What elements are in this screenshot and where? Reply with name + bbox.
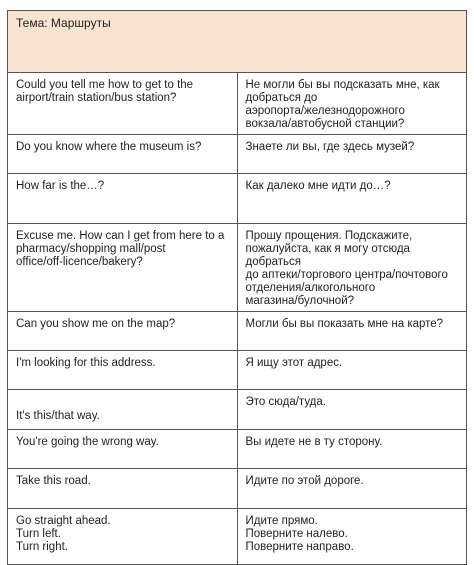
russian-line: магазина/булочной?: [245, 295, 355, 307]
english-phrase: [8, 224, 238, 312]
table-row: [8, 509, 467, 565]
russian-line: Прошу прощения. Подскажите,: [245, 230, 413, 242]
english-phrase: [8, 430, 238, 469]
russian-line: Знаете ли вы, где здесь музей?: [245, 141, 415, 153]
english-phrase: [8, 509, 238, 565]
russian-line: пожалуйста, как я могу отсюда добраться: [245, 243, 410, 268]
table-row: [8, 430, 467, 469]
english-phrase: [8, 312, 238, 351]
english-phrase: [8, 73, 238, 135]
english-phrase: [8, 135, 238, 174]
russian-line: вокзала/автобусной станции?: [245, 118, 405, 130]
english-line: Take this road.: [16, 475, 91, 487]
phrase-table: [7, 10, 467, 565]
russian-phrase: [237, 390, 467, 430]
russian-line: Поверните направо.: [245, 541, 354, 553]
english-line: Go straight ahead.: [16, 515, 111, 527]
table-row: [8, 469, 467, 509]
english-line: office/off-licence/bakery?: [16, 256, 143, 268]
english-line: airport/train station/bus station?: [16, 92, 177, 104]
english-phrase: [8, 351, 238, 390]
russian-line: Вы идете не в ту сторону.: [245, 436, 383, 448]
english-line: It's this/that way.: [16, 410, 100, 422]
table-row: [8, 135, 467, 174]
english-line: Turn left.: [16, 528, 61, 540]
russian-phrase: [237, 174, 467, 224]
russian-line: Это сюда/туда.: [245, 396, 326, 408]
table-row: [8, 174, 467, 224]
russian-line: добраться до: [245, 92, 318, 104]
english-line: How far is the…?: [16, 180, 105, 192]
russian-phrase: [237, 224, 467, 312]
russian-line: Поверните налево.: [245, 528, 348, 540]
russian-phrase: [237, 312, 467, 351]
table-row: [8, 224, 467, 312]
table-row: [8, 73, 467, 135]
table-row: [8, 351, 467, 390]
russian-phrase: [237, 469, 467, 509]
russian-line: до аптеки/торгового центра/почтового: [245, 269, 448, 281]
russian-line: аэропорта/железнодорожного: [245, 105, 405, 117]
topic-title: Тема: Маршруты: [8, 11, 467, 73]
english-phrase: [8, 469, 238, 509]
russian-line: Я ищу этот адрес.: [245, 357, 343, 369]
english-phrase: [8, 174, 238, 224]
russian-line: Идите по этой дороге.: [245, 475, 364, 487]
russian-line: Как далеко мне идти до…?: [245, 180, 391, 192]
table-row: [8, 390, 467, 430]
russian-phrase: [237, 509, 467, 565]
russian-line: Идите прямо.: [245, 515, 318, 527]
english-line: Do you know where the museum is?: [16, 141, 202, 153]
english-line: I'm looking for this address.: [16, 357, 156, 369]
title-row: [8, 11, 467, 73]
russian-phrase: [237, 430, 467, 469]
russian-phrase: [237, 73, 467, 135]
russian-phrase: [237, 351, 467, 390]
table-row: [8, 312, 467, 351]
russian-phrase: [237, 135, 467, 174]
english-phrase: [8, 390, 238, 430]
russian-line: Не могли бы вы подсказать мне, как: [245, 79, 440, 91]
english-line: You're going the wrong way.: [16, 436, 159, 448]
english-line: Excuse me. How can I get from here to a: [16, 230, 225, 242]
english-line: Could you tell me how to get to the: [16, 79, 194, 91]
russian-line: Могли бы вы показать мне на карте?: [245, 318, 444, 330]
english-line: Can you show me on the map?: [16, 318, 176, 330]
english-line: pharmacy/shopping mall/post: [16, 243, 166, 255]
english-line: Turn right.: [16, 541, 68, 553]
russian-line: отделения/алкогольного: [245, 282, 376, 294]
